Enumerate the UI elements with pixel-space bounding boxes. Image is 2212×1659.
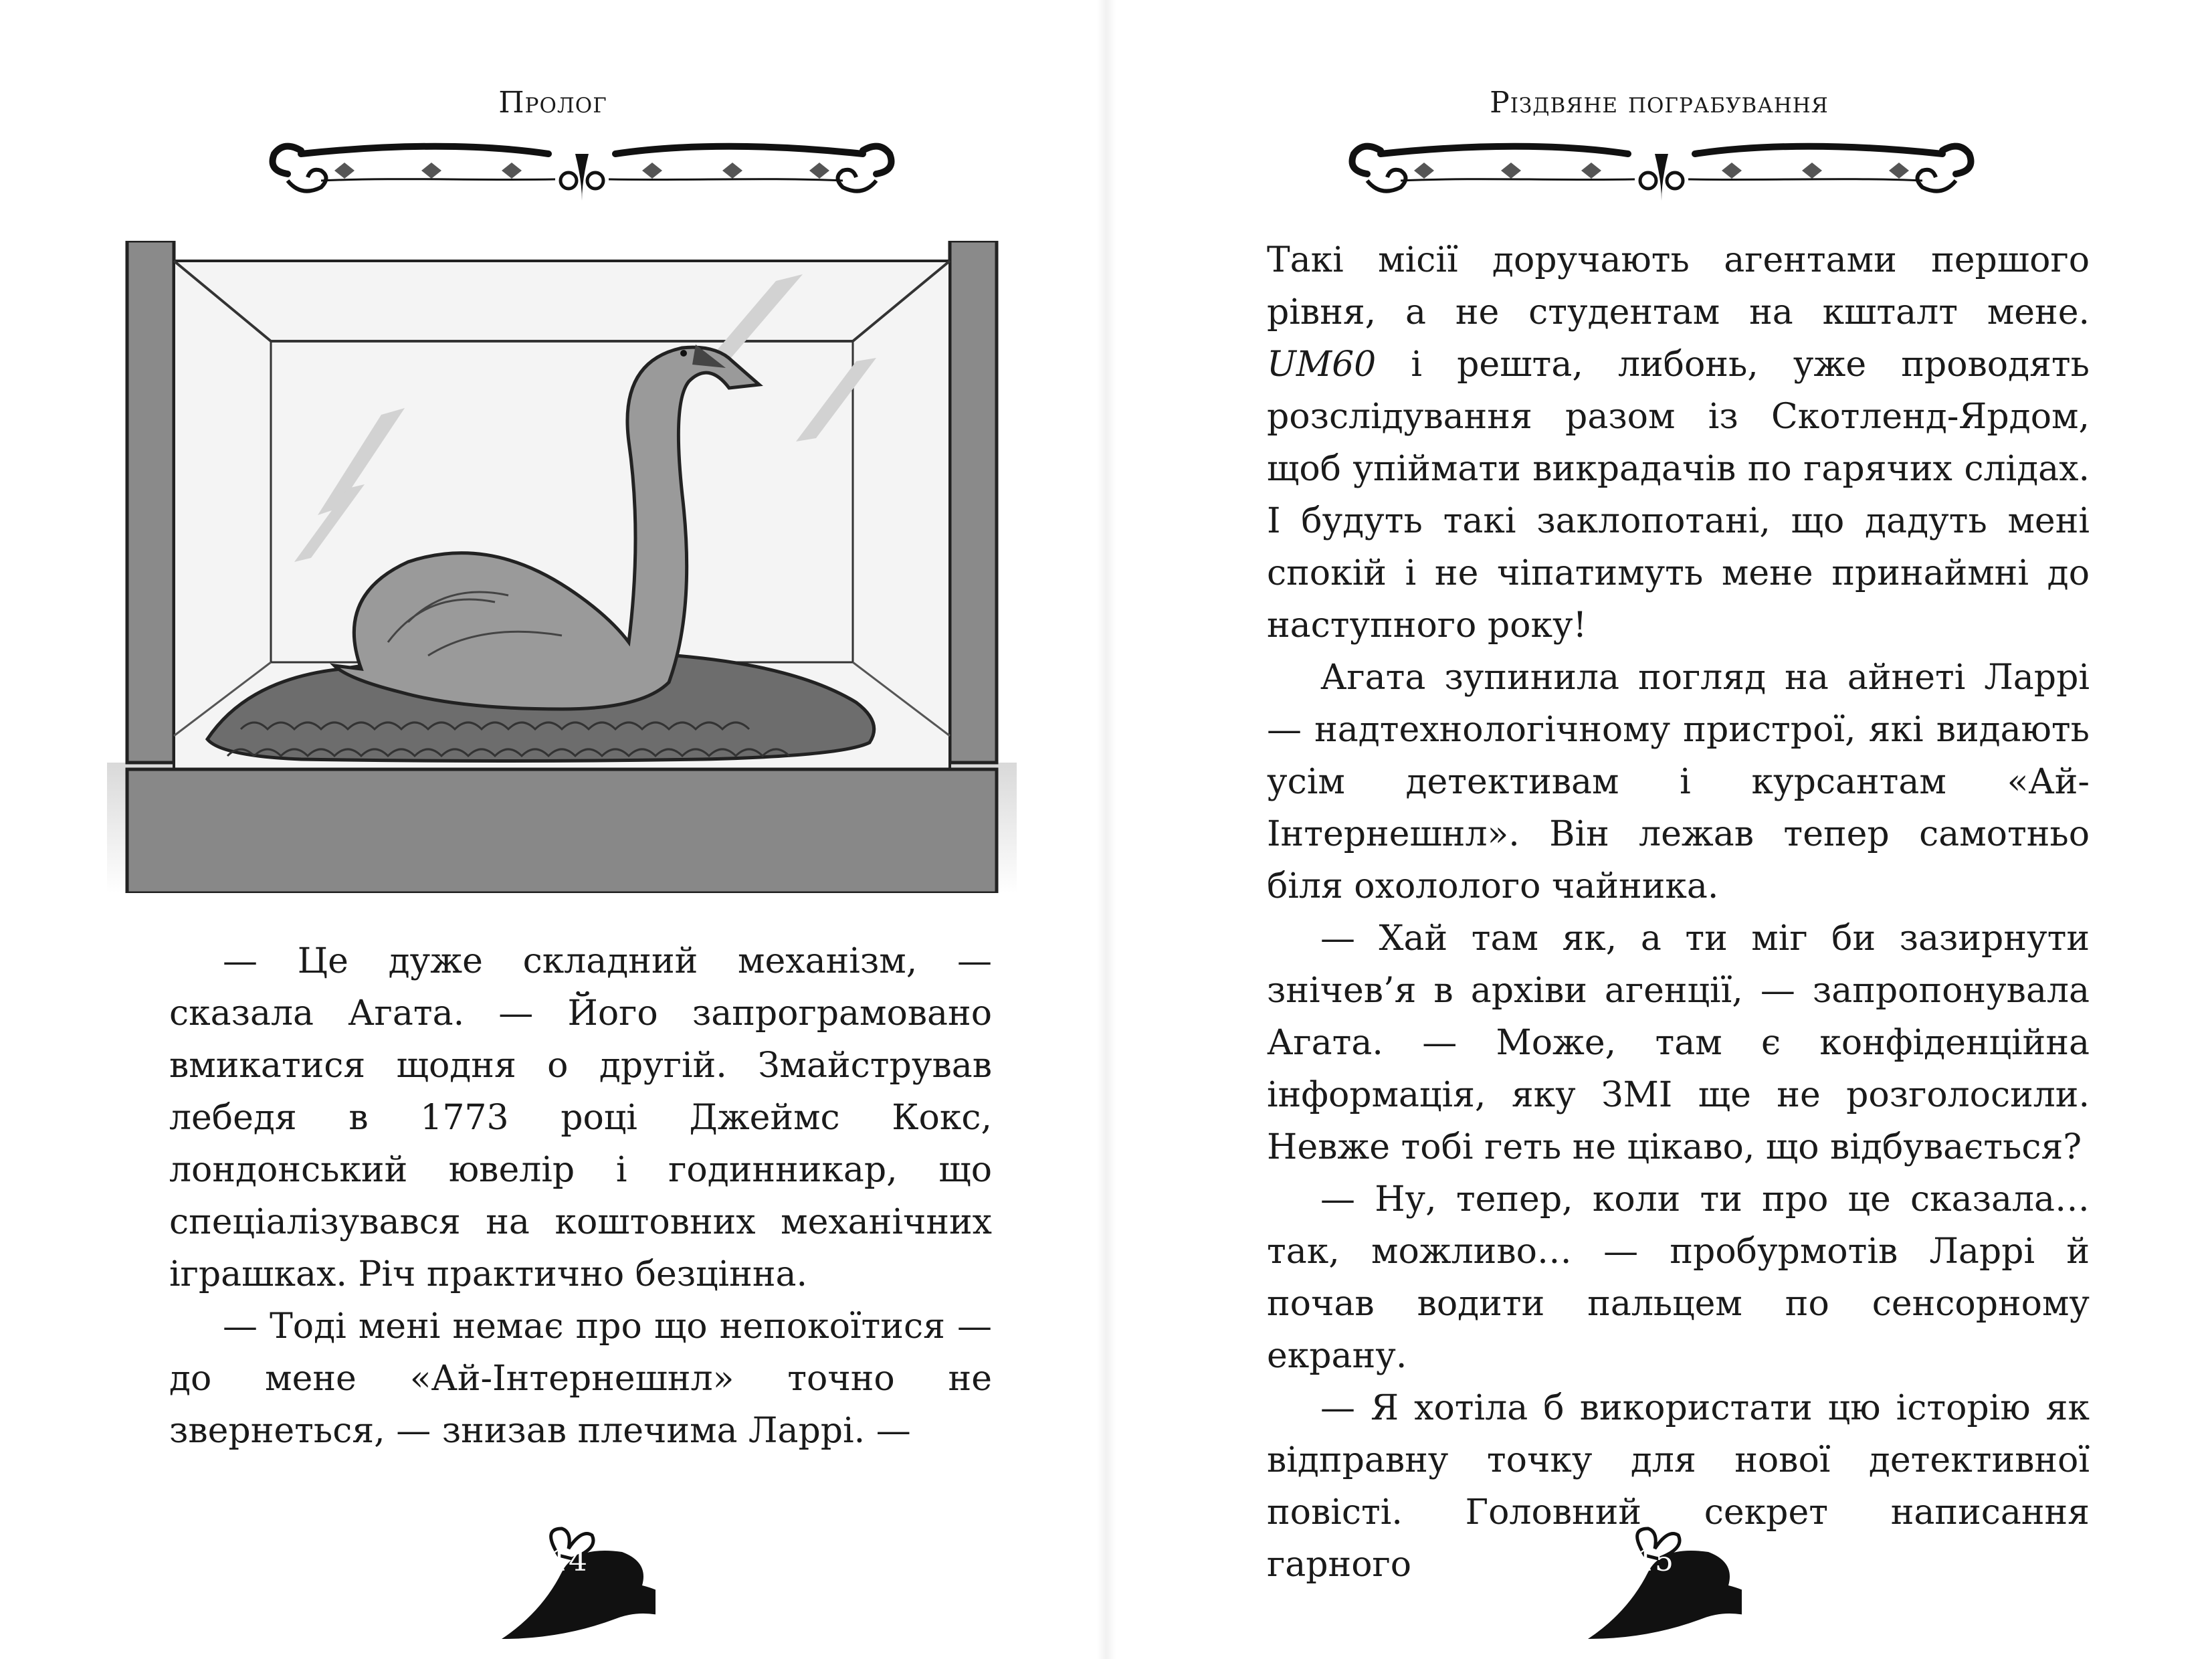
- page-number-right: 15: [1636, 1544, 1674, 1578]
- paragraph: Агата зупинила погляд на айнеті Ларрі — надтехнологічному пристрої, які видають усім детективам і курсантам «Ай-Інтернешнл». Він лежав тепер самотньо біля охололого чайника.: [1267, 658, 2090, 906]
- ornament-divider-left: [261, 134, 903, 207]
- paragraph: — Це дуже складний механізм, — сказала Агата. — Його запрограмовано вмикатися щодня о другій. Змайстрував лебедя в 1773 році Джеймс Кокс, лондонський ювелір і годинникар, що спеціалізувався на коштовних механічних іграшках. Річ практично безцінна.: [169, 941, 992, 1294]
- paragraph: — Ну, тепер, коли ти про це сказала… так, можливо… — пробурмотів Ларрі й почав водити пальцем по сенсорному екрану.: [1267, 1179, 2090, 1376]
- paragraph: — Хай там як, а ти міг би зазирнути знічев’я в архіви агенції, — запропонувала Агата. — Може, там є конфіденційна інформація, яку ЗМІ ще не розголосили. Невже тобі геть не цікаво, що відбувається?: [1267, 918, 2090, 1167]
- folio-badge-left: [482, 1519, 656, 1659]
- paragraph: — Тоді мені немає про що непокоїтися — до мене «Ай-Інтернешнл» точно не звернеться, — знизав плечима Ларрі. —: [169, 1306, 992, 1451]
- running-head-left: Пролог: [498, 86, 607, 120]
- left-page-body: [169, 935, 992, 1457]
- paragraph: — Я хотіла б використати цю історію як відправну точку для нової детективної повісті. Головний секрет написання гарного: [1267, 1388, 2090, 1585]
- paragraph: Такі місії доручають агентами першого рівня, а не студентам на кшталт мене. UM60 і решта, либонь, уже проводять розслідування разом із Скотленд-Ярдом, щоб упіймати викрадачів по гарячих слідах. І будуть такі заклопотані, що дадуть мені спокій і не чіпатимуть мене принаймні до наступного року!: [1267, 240, 2090, 646]
- agent-code: UM60: [1267, 345, 1377, 385]
- right-page: [1106, 0, 2212, 1659]
- ornament-divider-right: [1340, 134, 1983, 207]
- swan-in-glass-case-illustration: [107, 241, 1017, 893]
- page-number-left: 14: [550, 1544, 587, 1578]
- folio-badge-right: [1568, 1519, 1742, 1659]
- right-page-body: [1267, 234, 2090, 1591]
- running-head-right: Різдвяне пограбування: [1490, 86, 1829, 120]
